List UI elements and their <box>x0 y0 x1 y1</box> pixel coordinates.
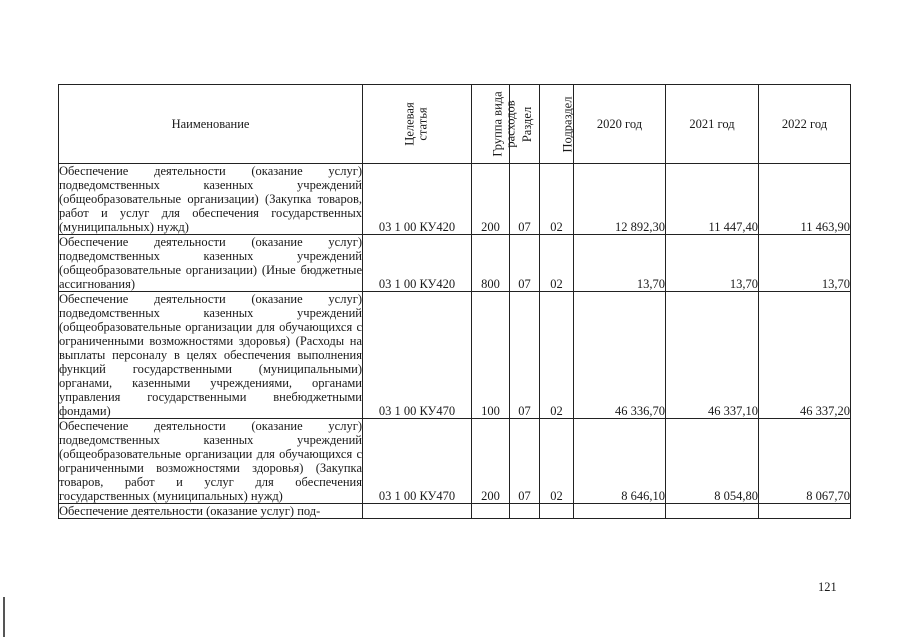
header-name: Наименование <box>59 85 363 164</box>
row-2020: 46 336,70 <box>574 292 666 419</box>
row-subsection: 02 <box>540 419 574 504</box>
scan-edge-mark <box>3 597 5 637</box>
header-2021: 2021 год <box>666 85 759 164</box>
row-2022: 11 463,90 <box>759 164 851 235</box>
row-2021: 11 447,40 <box>666 164 759 235</box>
row-expense-group: 200 <box>472 419 510 504</box>
row-name: Обеспечение деятельности (оказание услуг) подведомственных казенных учреждений (общеобразовательные организации для обучающихся с ограниченными возможностями здоровья) (Закупка товаров, работ и услуг для обеспечения государственных (муниципальных) нужд) <box>59 419 362 503</box>
row-section <box>510 504 540 519</box>
row-2020 <box>574 504 666 519</box>
row-2022: 8 067,70 <box>759 419 851 504</box>
header-2020: 2020 год <box>574 85 666 164</box>
header-row <box>59 85 851 164</box>
row-section: 07 <box>510 419 540 504</box>
table-row <box>59 235 851 292</box>
row-2020: 13,70 <box>574 235 666 292</box>
row-2022 <box>759 504 851 519</box>
table-row <box>59 164 851 235</box>
row-2022: 13,70 <box>759 235 851 292</box>
row-expense-group: 800 <box>472 235 510 292</box>
row-expense-group <box>472 504 510 519</box>
row-2021: 8 054,80 <box>666 419 759 504</box>
row-target-article: 03 1 00 КУ470 <box>363 292 472 419</box>
row-section: 07 <box>510 292 540 419</box>
row-name: Обеспечение деятельности (оказание услуг) подведомственных казенных учреждений (общеобразовательные организации) (Иные бюджетные ассигнования) <box>59 235 362 291</box>
row-2021: 46 337,10 <box>666 292 759 419</box>
table-row <box>59 504 851 519</box>
row-subsection: 02 <box>540 164 574 235</box>
row-name: Обеспечение деятельности (оказание услуг) подведомственных казенных учреждений (общеобразовательные организации) (Закупка товаров, работ и услуг для обеспечения государственных (муниципальных) нужд) <box>59 164 362 234</box>
row-2020: 12 892,30 <box>574 164 666 235</box>
row-target-article <box>363 504 472 519</box>
header-target-article: Целевая статья <box>363 85 472 164</box>
row-2021: 13,70 <box>666 235 759 292</box>
row-subsection <box>540 504 574 519</box>
page-number: 121 <box>818 580 837 594</box>
header-subsection: Подраздел <box>540 85 574 164</box>
row-2021 <box>666 504 759 519</box>
header-expense-group: Группа вида расходов <box>472 85 510 164</box>
table-row <box>59 419 851 504</box>
table-row <box>59 292 851 419</box>
row-section: 07 <box>510 164 540 235</box>
row-name: Обеспечение деятельности (оказание услуг) подведомственных казенных учреждений (общеобразовательные организации для обучающихся с ограниченными возможностями здоровья) (Расходы на выплаты персоналу в целях обеспечения выполнения функций государственными (муниципальными) органами, казенными учреждениями, органами управления государственными внебюджетными фондами) <box>59 292 362 418</box>
row-target-article: 03 1 00 КУ470 <box>363 419 472 504</box>
budget-table <box>58 84 851 519</box>
header-2022: 2022 год <box>759 85 851 164</box>
row-2020: 8 646,10 <box>574 419 666 504</box>
row-target-article: 03 1 00 КУ420 <box>363 235 472 292</box>
header-section: Раздел <box>510 85 540 164</box>
row-section: 07 <box>510 235 540 292</box>
row-subsection: 02 <box>540 235 574 292</box>
row-expense-group: 100 <box>472 292 510 419</box>
row-2022: 46 337,20 <box>759 292 851 419</box>
row-subsection: 02 <box>540 292 574 419</box>
row-target-article: 03 1 00 КУ420 <box>363 164 472 235</box>
row-expense-group: 200 <box>472 164 510 235</box>
row-name: Обеспечение деятельности (оказание услуг) под- <box>59 504 363 519</box>
